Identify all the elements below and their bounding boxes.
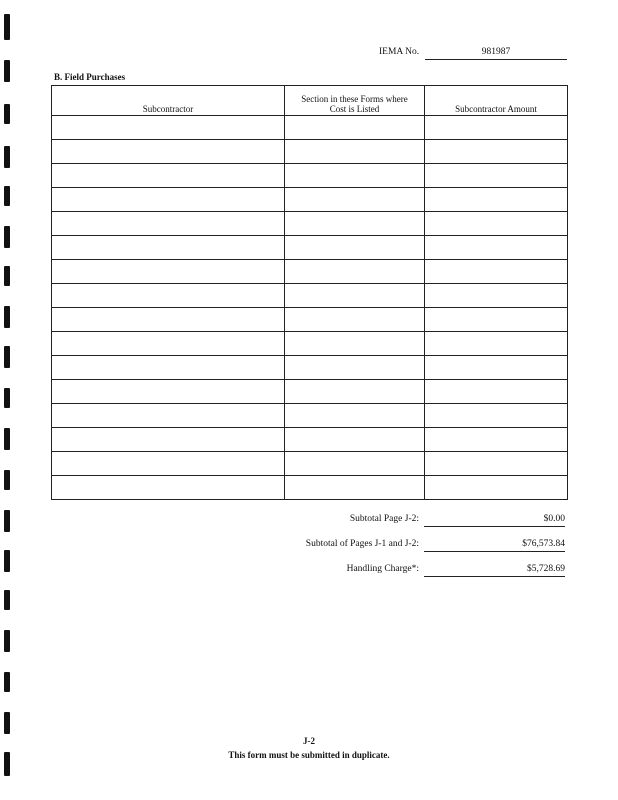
section-cell[interactable]: [285, 284, 425, 308]
punch-mark: [4, 630, 10, 652]
section-cell[interactable]: [285, 308, 425, 332]
subcontractor-cell[interactable]: [52, 212, 285, 236]
table-row: [52, 188, 568, 212]
field-purchases-table: [51, 85, 568, 500]
table-row: [52, 380, 568, 404]
subcontractor-cell[interactable]: [52, 140, 285, 164]
punch-mark: [4, 14, 10, 40]
handling-charge-label: Handling Charge*:: [346, 564, 419, 574]
section-cell[interactable]: [285, 428, 425, 452]
section-cell[interactable]: [285, 260, 425, 284]
subtotal-combined-value[interactable]: $76,573.84: [424, 539, 565, 552]
column-header-section: [285, 86, 425, 116]
punch-mark: [4, 306, 10, 328]
amount-cell[interactable]: [425, 212, 568, 236]
amount-cell[interactable]: [425, 140, 568, 164]
punch-mark: [4, 550, 10, 572]
punch-mark: [4, 470, 10, 490]
amount-cell[interactable]: [425, 380, 568, 404]
table-row: [52, 308, 568, 332]
subcontractor-cell[interactable]: [52, 164, 285, 188]
table-row: [52, 332, 568, 356]
amount-cell[interactable]: [425, 284, 568, 308]
section-cell[interactable]: [285, 212, 425, 236]
section-cell[interactable]: [285, 356, 425, 380]
table-row: [52, 164, 568, 188]
amount-cell[interactable]: [425, 116, 568, 140]
table-row: [52, 212, 568, 236]
table-row: [52, 284, 568, 308]
subcontractor-cell[interactable]: [52, 188, 285, 212]
punch-mark: [4, 388, 10, 408]
amount-cell[interactable]: [425, 332, 568, 356]
punch-mark: [4, 346, 10, 368]
table-row: [52, 428, 568, 452]
table-row: [52, 404, 568, 428]
punch-mark: [4, 428, 10, 450]
section-cell[interactable]: [285, 236, 425, 260]
subcontractor-cell[interactable]: [52, 116, 285, 140]
subcontractor-cell[interactable]: [52, 428, 285, 452]
subcontractor-cell[interactable]: [52, 308, 285, 332]
page-number: J-2: [303, 736, 315, 746]
table-row: [52, 356, 568, 380]
column-header-section-line1: Section in these Forms where: [301, 94, 408, 104]
punch-mark: [4, 60, 10, 82]
amount-cell[interactable]: [425, 452, 568, 476]
table-row: [52, 260, 568, 284]
punch-mark: [4, 104, 10, 124]
table-header-row: [52, 86, 568, 116]
section-cell[interactable]: [285, 140, 425, 164]
section-cell[interactable]: [285, 452, 425, 476]
amount-cell[interactable]: [425, 236, 568, 260]
amount-cell[interactable]: [425, 428, 568, 452]
punch-mark: [4, 146, 10, 168]
section-cell[interactable]: [285, 188, 425, 212]
iema-number-field[interactable]: 981987: [425, 47, 567, 60]
punch-mark: [4, 510, 10, 532]
subtotal-page-value[interactable]: $0.00: [424, 514, 565, 527]
iema-number-label: IEMA No.: [379, 47, 420, 57]
column-header-amount: Subcontractor Amount: [425, 86, 568, 116]
amount-cell[interactable]: [425, 260, 568, 284]
handling-charge-value[interactable]: $5,728.69: [424, 564, 565, 577]
subtotal-page-label: Subtotal Page J-2:: [349, 514, 419, 524]
subcontractor-cell[interactable]: [52, 236, 285, 260]
subcontractor-cell[interactable]: [52, 404, 285, 428]
subtotal-combined-label: Subtotal of Pages J-1 and J-2:: [305, 539, 419, 549]
table-row: [52, 116, 568, 140]
section-heading: B. Field Purchases: [54, 72, 126, 82]
section-cell[interactable]: [285, 404, 425, 428]
footer-note: This form must be submitted in duplicate.: [228, 750, 390, 760]
table-row: [52, 140, 568, 164]
section-cell[interactable]: [285, 116, 425, 140]
table-row: [52, 476, 568, 500]
section-cell[interactable]: [285, 380, 425, 404]
punch-mark: [4, 672, 10, 692]
amount-cell[interactable]: [425, 164, 568, 188]
section-cell[interactable]: [285, 476, 425, 500]
subcontractor-cell[interactable]: [52, 356, 285, 380]
table-row: [52, 236, 568, 260]
subcontractor-cell[interactable]: [52, 476, 285, 500]
amount-cell[interactable]: [425, 308, 568, 332]
punch-mark: [4, 590, 10, 610]
punch-mark: [4, 266, 10, 286]
amount-cell[interactable]: [425, 476, 568, 500]
amount-cell[interactable]: [425, 356, 568, 380]
column-header-section-line2: Cost is Listed: [329, 104, 380, 114]
table-row: [52, 452, 568, 476]
subcontractor-cell[interactable]: [52, 332, 285, 356]
subcontractor-cell[interactable]: [52, 284, 285, 308]
punch-mark: [4, 226, 10, 248]
punch-mark: [4, 186, 10, 206]
subcontractor-cell[interactable]: [52, 452, 285, 476]
section-cell[interactable]: [285, 332, 425, 356]
column-header-subcontractor: Subcontractor: [52, 86, 285, 116]
subcontractor-cell[interactable]: [52, 260, 285, 284]
subcontractor-cell[interactable]: [52, 380, 285, 404]
table-body: [52, 116, 568, 500]
amount-cell[interactable]: [425, 404, 568, 428]
punch-mark: [4, 712, 10, 734]
section-cell[interactable]: [285, 164, 425, 188]
amount-cell[interactable]: [425, 188, 568, 212]
